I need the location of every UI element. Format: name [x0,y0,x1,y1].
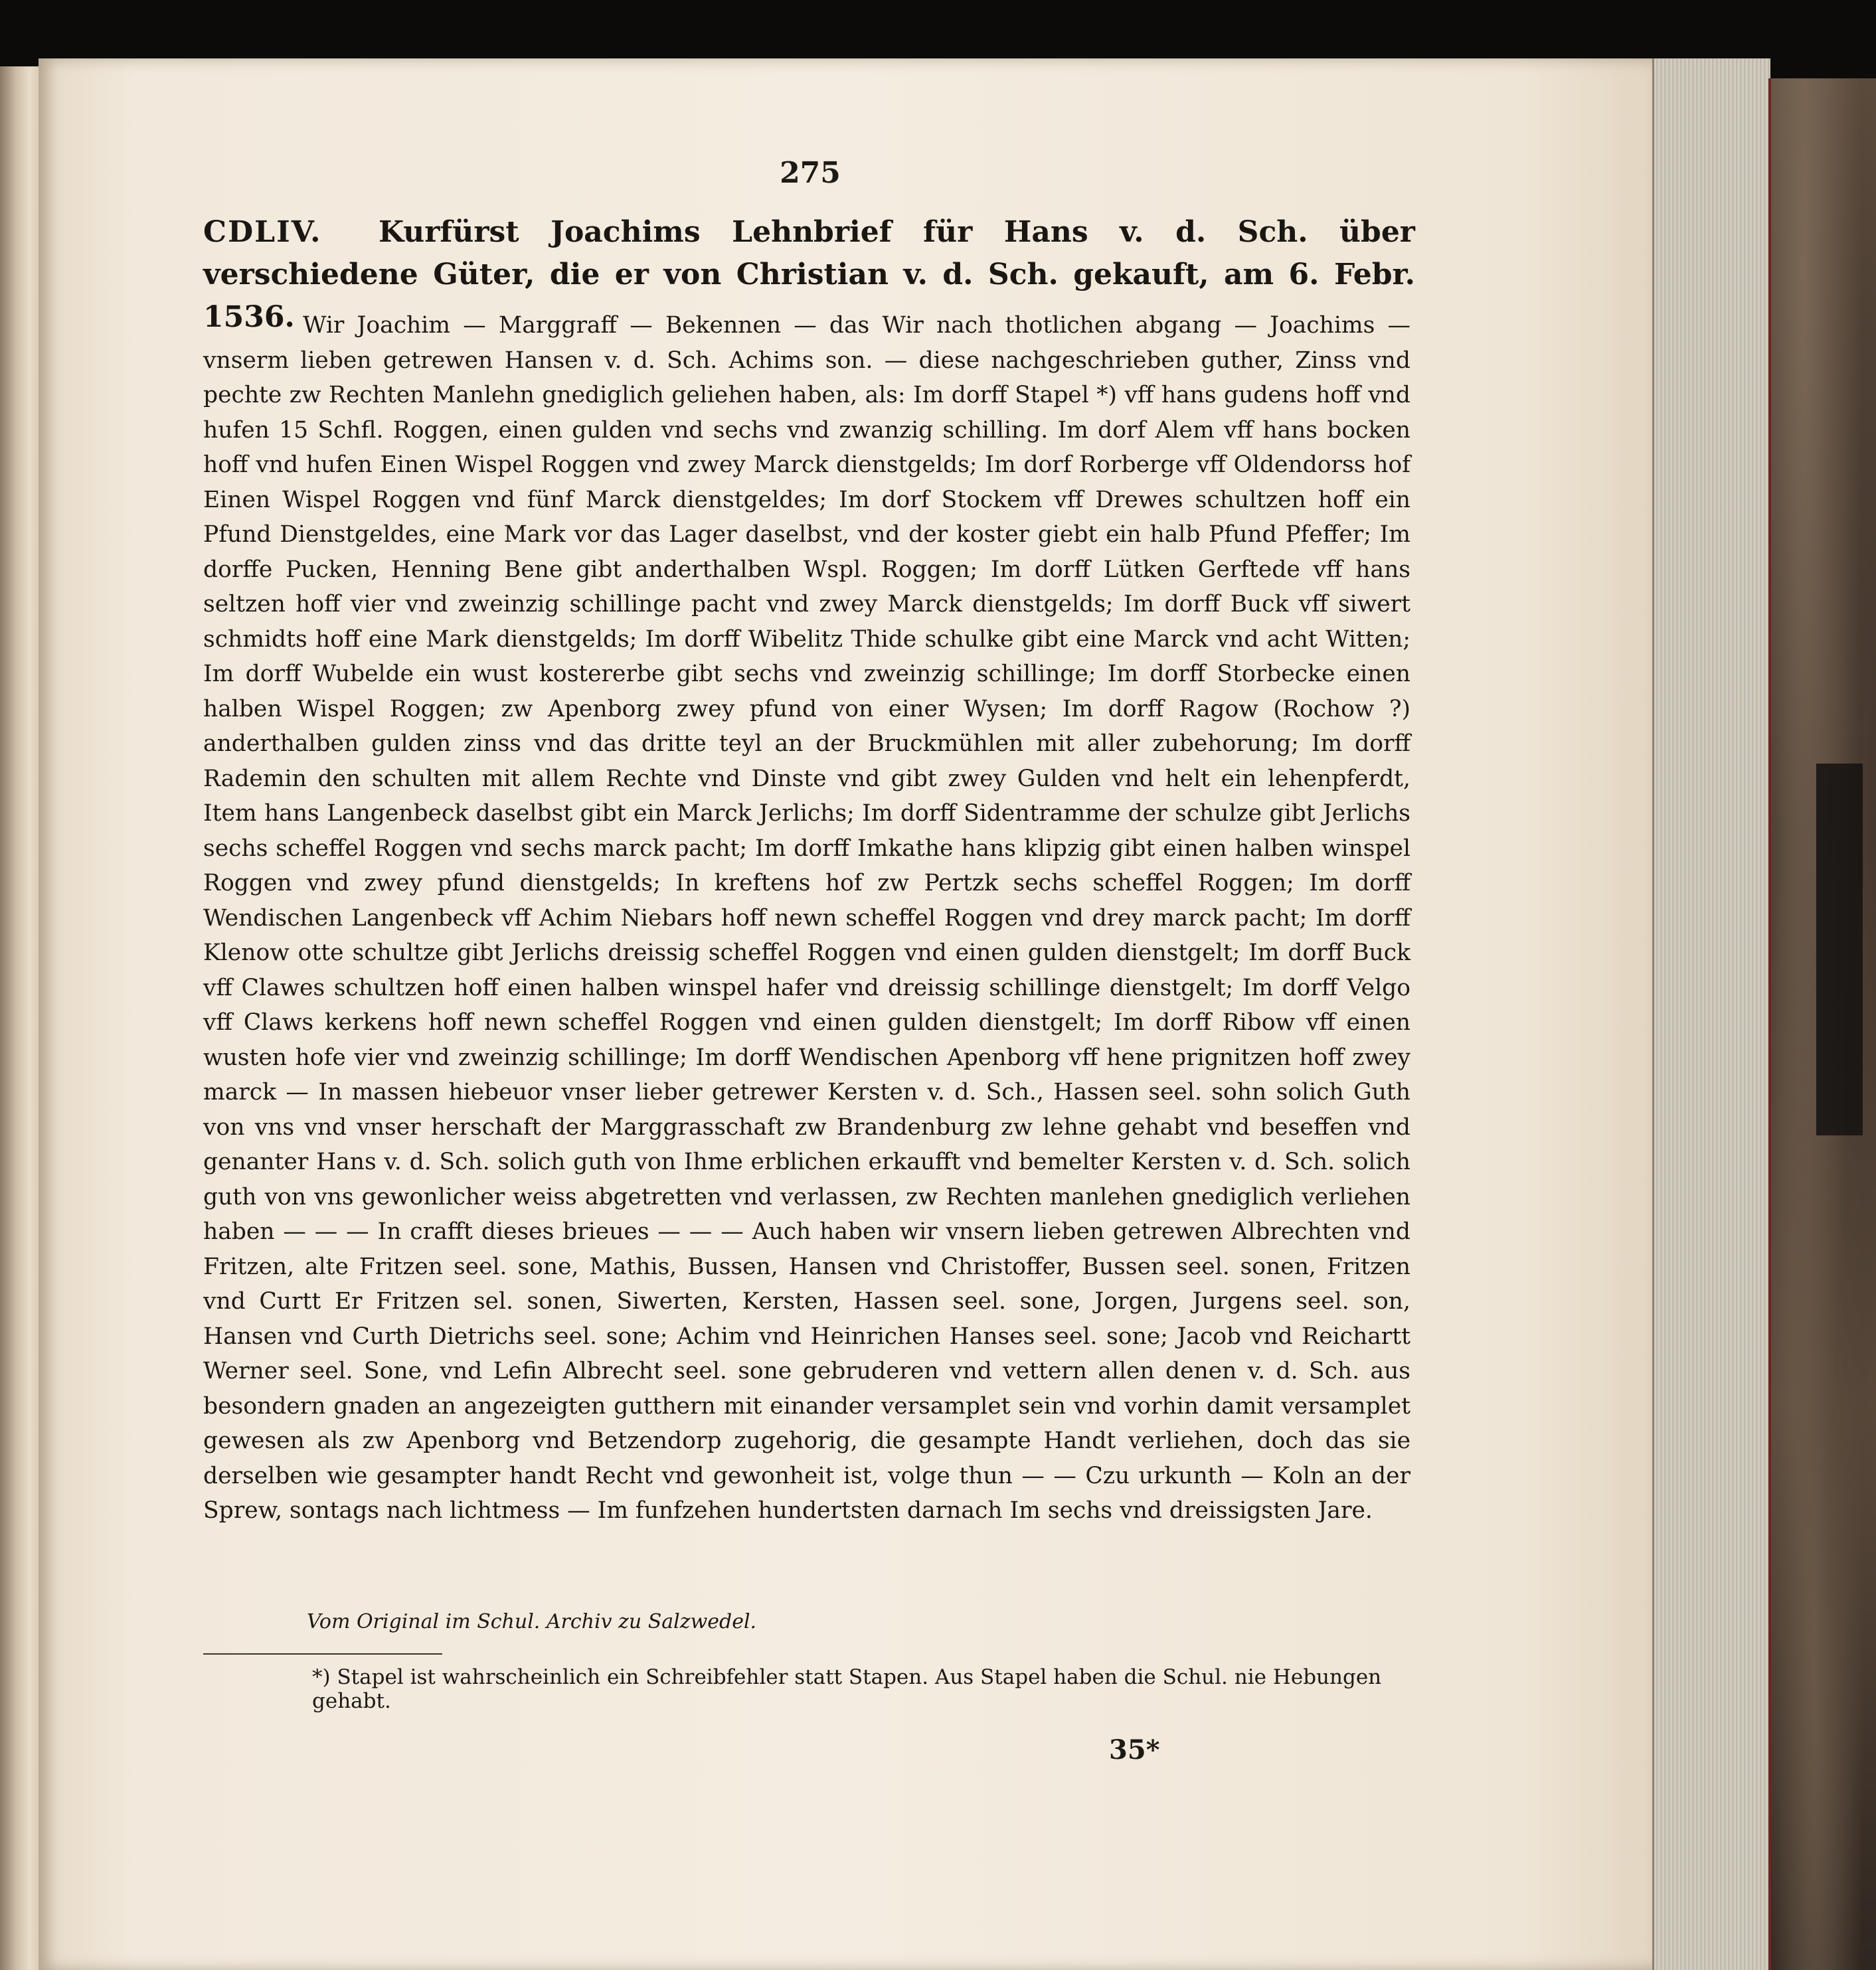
footnote-divider [203,1653,442,1655]
footnote: *) Stapel ist wahrscheinlich ein Schreibfehler statt Stapen. Aus Stapel haben die Schul. nie Hebungen gehabt. [312,1665,1382,1713]
page-number: 275 [780,156,841,190]
left-page-edge [0,66,40,1970]
source-note: Vom Original im Schul. Archiv zu Salzwedel. [307,1610,757,1633]
document-title: Kurfürst Joachims Lehnbrief für Hans v. d. Sch. über verschiedene Güter, die er von Christian v. d. Sch. gekauft, am 6. Febr. 1536. [203,215,1415,334]
document-body: Wir Joachim — Marggraff — Bekennen — das Wir nach thotlichen abgang — Joachims — vnserm lieben getrewen Hansen v. d. Sch. Achims son. — diese nachgeschrieben guther, Zinss vnd pechte zw Rechten Manlehn gnediglich geliehen haben, als: Im dorff Stapel *) vff hans gudens hoff vnd hufen 15 Schfl. Roggen, einen gulden vnd sechs vnd zwanzig schilling. Im dorf Alem vff hans bocken hoff vnd hufen Einen Wispel Roggen vnd zwey Marck dienstgelds; Im dorf Rorberge vff Oldendorss hof Einen Wispel Roggen vnd fünf Marck dienstgeldes; Im dorf Stockem vff Drewes schultzen hoff ein Pfund Dienstgeldes, eine Mark vor das Lager daselbst, vnd der koster giebt ein halb Pfund Pfeffer; Im dorffe Pucken, Henning Bene gibt anderthalben Wspl. Roggen; Im dorff Lütken Gerftede vff hans seltzen hoff vier vnd zweinzig schillinge pacht vnd zwey Marck dienstgelds; Im dorff Buck vff siwert schmidts hoff eine Mark dienstgelds; Im dorff Wibelitz Thide schulke gibt eine Marck vnd acht Witten; Im dorff Wubelde ein wust kostererbe gibt sechs vnd zweinzig schillinge; Im dorff Storbecke einen halben Wispel Roggen; zw Apenborg zwey pfund von einer Wysen; Im dorff Ragow (Rochow ?) anderthalben gulden zinss vnd das dritte teyl an der Bruckmühlen mit aller zubehorung; Im dorff Rademin den schulten mit allem Rechte vnd Dinste vnd gibt zwey Gulden vnd helt ein lehenpferdt, Item hans Langenbeck daselbst gibt ein Marck Jerlichs; Im dorff Sidentramme der schulze gibt Jerlichs sechs scheffel Roggen vnd sechs marck pacht; Im dorff Imkathe hans klipzig gibt einen halben winspel Roggen vnd zwey pfund dienstgelds; In kreftens hof zw Pertzk sechs scheffel Roggen; Im dorff Wendischen Langenbeck vff Achim Niebars hoff newn scheffel Roggen vnd drey marck pacht; Im dorff Klenow otte schultze gibt Jerlichs dreissig scheffel Roggen vnd einen gulden dienstgelt; Im dorff Buck vff Clawes schultzen hoff einen halben winspel hafer vnd dreissig schillinge dienstgelt; Im dorff Velgo vff Claws kerkens hoff newn scheffel Roggen vnd einen gulden dienstgelt; Im dorff Ribow vff einen wusten hofe vier vnd zweinzig schillinge; Im dorff Wendischen Apenborg vff hene prignitzen hoff zwey marck — In massen hiebeuor vnser lieber getrewer Kersten v. d. Sch., Hassen seel. sohn solich Guth von vns vnd vnser herschaft der Marggrasschaft zw Brandenburg zw lehne gehabt vnd beseffen vnd genanter Hans v. d. Sch. solich guth von Ihme erblichen erkaufft vnd bemelter Kersten v. d. Sch. solich guth von vns gewonlicher weiss abgetretten vnd verlassen, zw Rechten manlehen gnediglich verliehen haben — — — In crafft dieses brieues — — — Auch haben wir vnsern lieben getrewen Albrechten vnd Fritzen, alte Fritzen seel. sone, Mathis, Bussen, Hansen vnd Christoffer, Bussen seel. sonen, Fritzen vnd Curtt Er Fritzen sel. sonen, Siwerten, Kersten, Hassen seel. sone, Jorgen, Jurgens seel. son, Hansen vnd Curth Dietrichs seel. sone; Achim vnd Heinrichen Hanses seel. sone; Jacob vnd Reichartt Werner seel. Sone, vnd Lefin Albrecht seel. sone gebruderen vnd vettern allen denen v. d. Sch. aus besondern gnaden an angezeigten gutthern mit einander versamplet sein vnd vorhin damit versamplet gewesen als zw Apenborg vnd Betzendorp zugehorig, die gesampte Handt verliehen, doch das sie derselben wie gesampter handt Recht vnd gewonheit ist, volge thun — — Czu urkunth — Koln an der Sprew, sontags nach lichtmess — Im funfzehen hundertsten darnach Im sechs vnd dreissigsten Jare. [203,312,1410,1524]
signature-mark: 35* [1109,1734,1160,1765]
document-number: CDLIV. [203,215,322,249]
page-stack-edge [1652,58,1770,1970]
spine-label [1816,764,1863,1135]
